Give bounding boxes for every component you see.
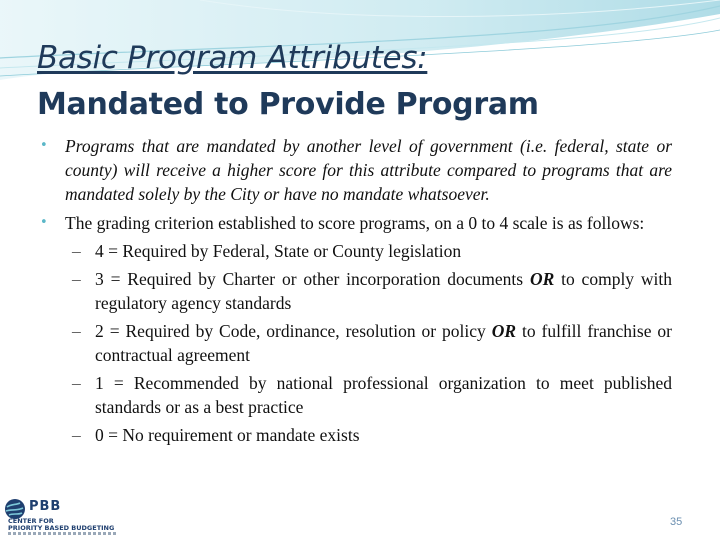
scale-text-cont: to comply with regulatory agency standards <box>95 269 673 313</box>
scale-item-3 <box>40 267 672 315</box>
slide-title-line2: Mandated to Provide Program <box>37 87 539 122</box>
scale-text-cont: to fulfill franchise or contractual agreement <box>95 321 672 365</box>
scale-text: 4 = Required by Federal, State or County legislation <box>95 241 462 261</box>
dash-icon: – <box>72 269 81 289</box>
bullet-item <box>40 211 672 235</box>
scale-text: 3 = Required by Charter or other incorporation documents <box>95 269 530 289</box>
logo-tagline-decoration <box>8 532 118 535</box>
logo-subtitle-line: CENTER FOR <box>8 517 54 525</box>
pbb-logo <box>4 498 114 538</box>
scale-item-2 <box>40 319 672 367</box>
bullet-icon: • <box>40 138 48 153</box>
slide-body <box>40 134 672 447</box>
bullet-text: Programs that are mandated by another level of government (i.e. federal, state or county) will receive a higher score for this attribute compared to programs that are mandated solely by the City or have no mandate whatsoever. <box>65 136 672 204</box>
scale-text: 2 = Required by Code, ordinance, resolution or policy <box>95 321 492 341</box>
slide-title-line1: Basic Program Attributes: <box>37 40 428 76</box>
bullet-icon: • <box>40 215 48 230</box>
scale-text: 1 = Recommended by national professional organization to meet published standards or as a best practice <box>95 373 672 417</box>
scale-item-1 <box>40 371 672 419</box>
scale-emphasis: OR <box>529 269 555 289</box>
dash-icon: – <box>72 241 81 261</box>
dash-icon: – <box>72 321 81 341</box>
page-number: 35 <box>670 516 683 528</box>
logo-subtitle-line: PRIORITY BASED BUDGETING <box>8 524 115 532</box>
scale-emphasis: OR <box>491 321 517 341</box>
bullet-item <box>40 134 672 206</box>
dash-icon: – <box>72 425 81 445</box>
logo-wordmark: PBB <box>29 499 62 514</box>
scale-item-0 <box>40 423 672 447</box>
scale-text: 0 = No requirement or mandate exists <box>95 425 360 445</box>
logo-subtitle <box>8 518 118 532</box>
bullet-text: The grading criterion established to score programs, on a 0 to 4 scale is as follows: <box>65 213 645 233</box>
scale-item-4 <box>40 239 672 263</box>
dash-icon: – <box>72 373 81 393</box>
